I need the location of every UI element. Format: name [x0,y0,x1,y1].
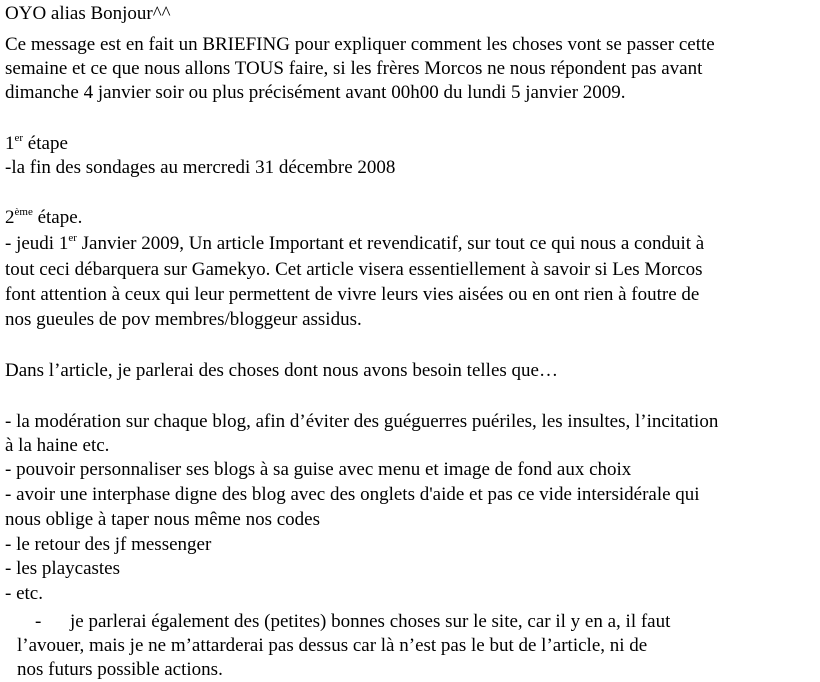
step-1-ordinal: er [14,131,24,144]
article-intro: Dans l’article, je parlerai des choses dont nous avons besoin telles que… [5,360,558,381]
need-item-2: - pouvoir personnaliser ses blogs à sa guise avec menu et image de fond aux choix [5,459,632,480]
sub-bullet-line-2: l’avouer, mais je ne m’attarderai pas dessus car là n’est pas le but de l’article, ni de [17,635,648,656]
sub-bullet-line-3: nos futurs possible actions. [17,659,223,680]
step-2-number: 2 [5,207,15,228]
intro-line-3: dimanche 4 janvier soir ou plus précisément avant 00h00 du lundi 5 janvier 2009. [5,82,626,103]
step-1-text: -la fin des sondages au mercredi 31 décembre 2008 [5,157,396,178]
step-2-line-1 [5,232,704,256]
step-2-word: étape. [32,207,83,228]
step-1-word: étape [23,133,68,154]
intro-line-2: semaine et ce que nous allons TOUS faire, si les frères Morcos ne nous répondent pas avant [5,58,703,79]
step-2-line-3: font attention à ceux qui leur permettent de vivre leurs vies aisées ou en ont rien à foutre de [5,284,700,305]
step-2-ordinal: ème [14,205,33,218]
step-1-number: 1 [5,133,15,154]
need-item-1: - la modération sur chaque blog, afin d’éviter des guéguerres puériles, les insultes, l’incitation [5,411,719,432]
step-2-line-1-rest: Janvier 2009, Un article Important et revendicatif, sur tout ce qui nous a conduit à [76,233,705,254]
step-2-heading [5,206,82,230]
need-item-6: - etc. [5,583,43,604]
step-2-line-1-start: - jeudi 1 [5,233,69,254]
need-item-3-cont: nous oblige à taper nous même nos codes [5,509,321,530]
greeting: OYO alias Bonjour^^ [5,3,171,24]
need-item-4: - le retour des jf messenger [5,534,212,555]
sub-bullet-line-1: je parlerai également des (petites) bonnes choses sur le site, car il y en a, il faut [70,611,671,632]
step-2-line-2: tout ceci débarquera sur Gamekyo. Cet article visera essentiellement à savoir si Les Morcos [5,259,703,280]
sub-bullet-marker: - [35,611,42,632]
step-1-heading [5,132,68,156]
need-item-1-cont: à la haine etc. [5,435,110,456]
step-2-line-4: nos gueules de pov membres/bloggeur assidus. [5,309,362,330]
step-2-line-1-ordinal: er [68,231,77,244]
need-item-3: - avoir une interphase digne des blog avec des onglets d'aide et pas ce vide intersidérale qui [5,484,700,505]
need-item-5: - les playcastes [5,558,121,579]
intro-line-1: Ce message est en fait un BRIEFING pour expliquer comment les choses vont se passer cette [5,34,715,55]
